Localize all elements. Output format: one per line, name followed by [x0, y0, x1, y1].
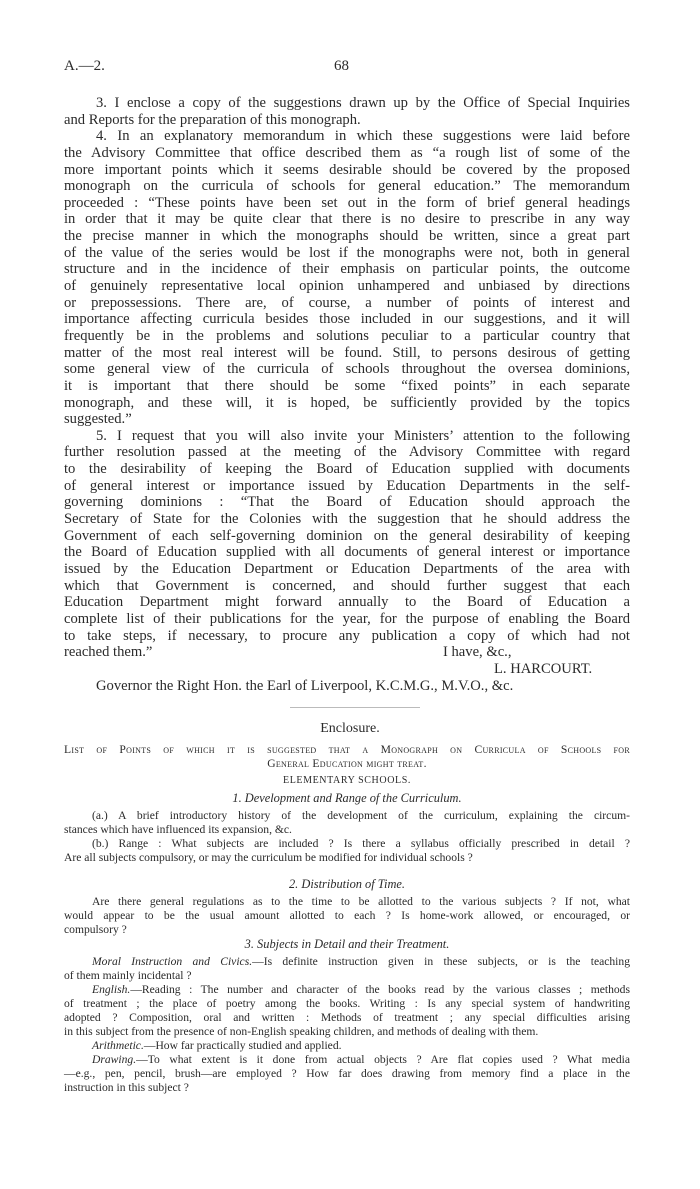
text-line: Arithmetic.—How far practically studied and applied. — [92, 1039, 342, 1052]
text-line: the Board of Education supplied with all documents of general interest or importance — [64, 544, 630, 561]
text-line: reached them.” — [64, 644, 153, 661]
section-2-body — [64, 895, 630, 937]
letter-body — [64, 95, 630, 695]
paragraph-3 — [64, 95, 630, 128]
text-line: in this subject from the presence of non-English speaking children, and methods of dealing with them. — [64, 1025, 539, 1038]
text-line: adopted ? Composition, oral and written : Methods of treatment ; any special difficulties arising — [64, 1011, 630, 1024]
text-line: which that Government is concerned, and should further suggest that each — [64, 577, 630, 594]
text-line: Drawing.—To what extent is it done from actual objects ? Are flat copies used ? What media — [92, 1053, 630, 1066]
enclosure-heading: Enclosure. — [320, 721, 380, 736]
drawing — [64, 1053, 630, 1095]
text-line: it is important that there should be some “fixed points” in each separate — [64, 377, 630, 394]
text-line: importance affecting curricula besides those included in our suggestions, and it will — [64, 311, 630, 328]
moral-instruction — [64, 955, 630, 983]
text-line: Moral Instruction and Civics.—Is definite instruction given in these subjects, or is the teaching — [92, 955, 630, 968]
text-line: to the desirability of keeping the Board of Education supplied with documents — [64, 461, 630, 478]
page-number: 68 — [334, 58, 349, 74]
text-line: of treatment ; the place of poetry among the books. Writing : Is any special system of handwriting — [64, 997, 630, 1010]
text-line: issued by the Education Department or Education Departments of the area with — [64, 560, 630, 577]
text-line: Are all subjects compulsory, or may the curriculum be modified for individual schools ? — [64, 851, 473, 864]
text-line: Education Department might forward annually to the Board of Education a — [64, 594, 630, 611]
text-line: or prepossessions. There are, of course, a number of points of interest and — [64, 294, 630, 311]
text-line: 5. I request that you will also invite your Ministers’ attention to the following — [96, 427, 630, 444]
arithmetic — [64, 1039, 630, 1053]
section-2-title: 2. Distribution of Time. — [288, 877, 405, 891]
text-line: of the value of the series would be lost if the monographs were not, both in general — [64, 244, 630, 261]
text-line: to take steps, if necessary, to procure any publication a copy of which had not — [64, 627, 630, 644]
text-line: in order that it may be quite clear that there is no desire to prescribe in any way — [64, 211, 630, 228]
text-line: the Advisory Committee that office described them as “a rough list of some of the — [64, 144, 630, 161]
text-line: 3. I enclose a copy of the suggestions drawn up by the Office of Special Inquiries — [96, 95, 630, 111]
paragraph-5 — [64, 428, 630, 661]
section-1a — [64, 809, 630, 837]
text-line: (b.) Range : What subjects are included ? Is there a syllabus officially prescribed in detail ? — [92, 837, 630, 850]
signature: L. HARCOURT. — [494, 660, 593, 677]
text-line: further resolution passed at the meeting of the Advisory Committee with regard — [64, 444, 630, 461]
text-line: compulsory ? — [64, 923, 127, 936]
subheading: ELEMENTARY SCHOOLS. — [282, 775, 411, 786]
text-line: matter of the most real interest will be found. Still, to persons desirous of getting — [64, 344, 630, 361]
divider — [290, 707, 420, 708]
text-line: Are there general regulations as to the time to be allotted to the various subjects ? If not, what — [92, 895, 630, 908]
text-line: English.—Reading : The number and character of the books read by the various classes ; methods — [92, 983, 630, 996]
enclosure-title-line: List of Points of which it is suggested that a Monograph on Curricula of Schools for — [64, 743, 630, 756]
text-line: of genuinely representative local opinion unhampered and unbiased by directions — [64, 278, 630, 295]
text-line: governing dominions : “That the Board of Education should approach the — [64, 494, 630, 511]
series-reference: A.—2. — [64, 58, 105, 74]
text-line: Secretary of State for the Colonies with the suggestion that he should address the — [64, 511, 630, 528]
subject-label: Arithmetic. — [92, 1039, 144, 1052]
section-3-title: 3. Subjects in Detail and their Treatment. — [244, 937, 450, 951]
text-line: of general interest or importance issued by Education Departments in the self- — [64, 477, 630, 494]
text-line: stances which have influenced its expansion, &c. — [64, 823, 292, 836]
enclosure-title-line: General Education might treat. — [267, 757, 427, 770]
section-1b — [64, 837, 630, 865]
paragraph-4 — [64, 128, 630, 428]
text-line: 4. In an explanatory memorandum in which these suggestions were laid before — [96, 128, 630, 145]
subject-label: English. — [92, 983, 131, 996]
text-line: the precise manner in which the monographs should be written, since a great part — [64, 228, 630, 245]
enclosure-body — [64, 743, 630, 1095]
text-line: (a.) A brief introductory history of the development of the curriculum, explaining the circum- — [92, 809, 630, 822]
text-line: Government of each self-governing dominion on the general desirability of keeping — [64, 527, 630, 544]
text-line: monograph, and these will, it is hoped, be sufficiently provided by the topics — [64, 394, 630, 411]
text-line: would appear to be the usual amount allotted to each ? Is home-work allowed, or encouraged, or — [64, 909, 630, 922]
text-line: complete list of their publications for the year, for the purpose of enabling the Board — [64, 610, 630, 627]
section-1-title: 1. Development and Range of the Curriculum. — [232, 791, 462, 805]
text-line: and Reports for the preparation of this monograph. — [64, 111, 361, 128]
subject-label: Moral Instruction and Civics. — [92, 955, 253, 968]
text-line: suggested.” — [64, 411, 132, 428]
text-line: proceeded : “These points have been set out in the form of brief general headings — [64, 194, 630, 211]
closing: I have, &c., — [443, 644, 512, 661]
text-line: monograph on the curricula of schools for general education.” The memorandum — [64, 178, 630, 195]
text-line: of them mainly incidental ? — [64, 969, 192, 982]
text-line: more important points which it seems desirable should be covered by the proposed — [64, 161, 630, 178]
text-line: some general view of the curricula of schools throughout the oversea dominions, — [64, 361, 630, 378]
text-line: —e.g., pen, pencil, brush—are employed ? How far does drawing from memory find a place in the — [64, 1067, 630, 1080]
text-line: frequently be in the problems and solutions peculiar to a particular country that — [64, 327, 630, 344]
text-line: instruction in this subject ? — [64, 1081, 189, 1094]
subject-label: Drawing. — [92, 1053, 137, 1066]
text-line: structure and in the incidence of their emphasis on particular points, the outcome — [64, 261, 630, 278]
addressee: Governor the Right Hon. the Earl of Liverpool, K.C.M.G., M.V.O., &c. — [96, 678, 514, 695]
english — [64, 983, 630, 1039]
